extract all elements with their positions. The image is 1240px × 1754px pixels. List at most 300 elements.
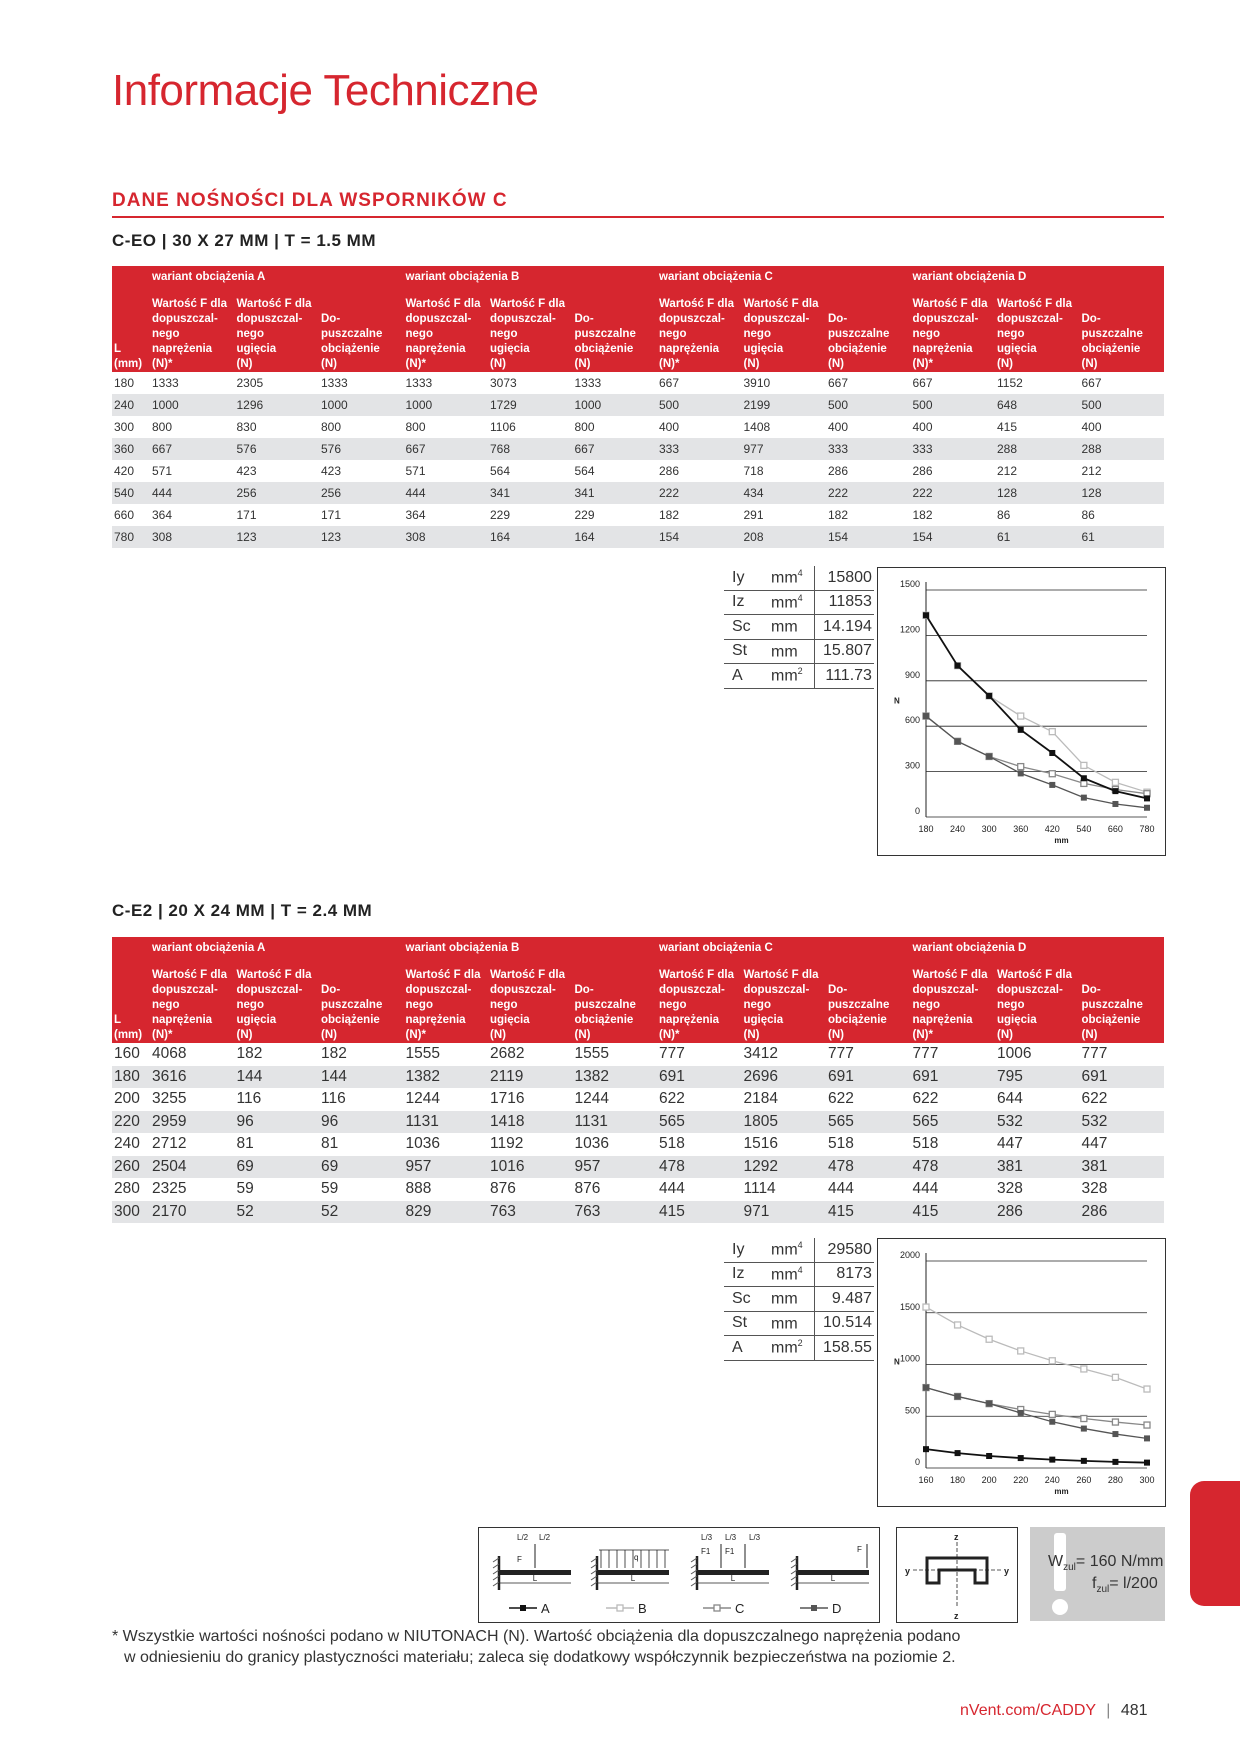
table-row xyxy=(112,526,1164,548)
page-footer xyxy=(960,1702,1148,1720)
section-divider xyxy=(112,216,1164,218)
z-label: z xyxy=(954,1611,959,1621)
variant-header: wariant obciążenia D xyxy=(911,266,1165,288)
table-cell: 81 xyxy=(235,1133,320,1156)
property-value: 111.73 xyxy=(815,664,874,689)
data-point xyxy=(955,738,961,744)
data-point xyxy=(1018,764,1024,770)
table-cell: 518 xyxy=(826,1133,911,1156)
data-point xyxy=(1144,1422,1150,1428)
table-cell: 200 xyxy=(112,1088,150,1111)
table-cell: 360 xyxy=(112,438,150,460)
property-unit: $mm^2$ xyxy=(763,664,815,689)
column-header: Wartość F dla dopuszczal- nego ugięcia (N) xyxy=(235,288,320,372)
table-cell: 447 xyxy=(995,1133,1080,1156)
column-header: Wartość F dla dopuszczal- nego naprężenia (N)* xyxy=(404,288,489,372)
table-cell: 1333 xyxy=(404,372,489,394)
table-cell: 328 xyxy=(1080,1178,1165,1201)
x-tick-label: 420 xyxy=(1044,824,1060,834)
table-cell: 888 xyxy=(404,1178,489,1201)
table-cell: 222 xyxy=(911,482,996,504)
y-tick-label: 600 xyxy=(904,715,920,726)
table-cell: 2184 xyxy=(742,1088,827,1111)
table-cell: 286 xyxy=(995,1201,1080,1224)
variant-header: wariant obciążenia B xyxy=(404,937,658,959)
table-cell: 286 xyxy=(1080,1201,1165,1224)
column-header: Wartość F dla dopuszczal- nego naprężenia (N)* xyxy=(657,959,742,1043)
table-row xyxy=(112,1043,1164,1066)
table-row xyxy=(112,1066,1164,1089)
column-header: Wartość F dla dopuszczal- nego naprężenia (N)* xyxy=(404,959,489,1043)
table-cell: 2119 xyxy=(488,1066,573,1089)
table-cell: 222 xyxy=(657,482,742,504)
data-point xyxy=(955,663,961,669)
f-value: = l/200 xyxy=(1109,1575,1158,1592)
table-cell: 415 xyxy=(911,1201,996,1224)
property-name: St xyxy=(724,639,763,664)
table-cell: 1131 xyxy=(404,1111,489,1134)
table-cell: 3910 xyxy=(742,372,827,394)
table-cell: 420 xyxy=(112,460,150,482)
table-cell: 415 xyxy=(995,416,1080,438)
property-row xyxy=(724,639,874,664)
table-cell: 1382 xyxy=(404,1066,489,1089)
table-row xyxy=(112,504,1164,526)
column-header: Wartość F dla dopuszczal- nego naprężenia (N)* xyxy=(150,959,235,1043)
y-tick-label: 2000 xyxy=(899,1250,920,1260)
data-point xyxy=(1081,1366,1087,1372)
table-cell: 144 xyxy=(319,1066,404,1089)
table-cell: 795 xyxy=(995,1066,1080,1089)
table-cell: 229 xyxy=(573,504,658,526)
property-value: 29580 xyxy=(815,1238,874,1262)
table-cell: 3255 xyxy=(150,1088,235,1111)
data-point xyxy=(1144,795,1150,801)
table-row xyxy=(112,1111,1164,1134)
column-header: Wartość F dla dopuszczal- nego naprężenia (N)* xyxy=(657,288,742,372)
w-symbol: W xyxy=(1048,1553,1064,1570)
table-cell: 182 xyxy=(235,1043,320,1066)
table-cell: 180 xyxy=(112,1066,150,1089)
table-cell: 1296 xyxy=(235,394,320,416)
table-cell: 400 xyxy=(826,416,911,438)
table-cell: 96 xyxy=(319,1111,404,1134)
table-cell: 222 xyxy=(826,482,911,504)
table-cell: 1729 xyxy=(488,394,573,416)
property-unit: $mm^4$ xyxy=(763,1262,815,1287)
table-row xyxy=(112,482,1164,504)
table-cell: 381 xyxy=(1080,1156,1165,1179)
column-header: Wartość F dla dopuszczal- nego ugięcia (N) xyxy=(742,288,827,372)
data-point xyxy=(1049,1419,1055,1425)
load-table-c-e2 xyxy=(112,937,1164,1223)
profile-axes-svg xyxy=(897,1528,1017,1622)
table-cell: 61 xyxy=(995,526,1080,548)
table-cell: 667 xyxy=(573,438,658,460)
table-cell: 286 xyxy=(657,460,742,482)
table-cell: 1244 xyxy=(573,1088,658,1111)
table-cell: 3073 xyxy=(488,372,573,394)
data-point xyxy=(986,693,992,699)
data-point xyxy=(1018,1348,1024,1354)
property-name: Sc xyxy=(724,1287,763,1312)
table-cell: 540 xyxy=(112,482,150,504)
table-cell: 1152 xyxy=(995,372,1080,394)
table-cell: 1382 xyxy=(573,1066,658,1089)
corner-cell xyxy=(112,937,150,959)
property-row xyxy=(724,1238,874,1262)
table-cell: 532 xyxy=(995,1111,1080,1134)
table-cell: 660 xyxy=(112,504,150,526)
table-cell: 478 xyxy=(911,1156,996,1179)
data-point xyxy=(986,753,992,759)
table-cell: 364 xyxy=(404,504,489,526)
property-name: Iy xyxy=(724,566,763,590)
table-cell: 260 xyxy=(112,1156,150,1179)
table-cell: 1016 xyxy=(488,1156,573,1179)
table-cell: 1006 xyxy=(995,1043,1080,1066)
data-point xyxy=(1018,727,1024,733)
x-tick-label: 200 xyxy=(981,1475,997,1485)
property-value: 158.55 xyxy=(815,1336,874,1361)
table-cell: 718 xyxy=(742,460,827,482)
w-subscript: zul xyxy=(1063,1562,1076,1574)
property-unit: mm xyxy=(763,615,815,640)
column-header: Do- puszczalne obciążenie (N) xyxy=(573,959,658,1043)
table-cell: 830 xyxy=(235,416,320,438)
table-cell: 171 xyxy=(319,504,404,526)
dim-label: L/2 xyxy=(539,1533,551,1542)
dim-label: L/2 xyxy=(517,1533,529,1542)
table-cell: 565 xyxy=(657,1111,742,1134)
table-cell: 1805 xyxy=(742,1111,827,1134)
data-point xyxy=(1144,1460,1150,1466)
variant-header: wariant obciążenia A xyxy=(150,266,404,288)
data-point xyxy=(1144,1386,1150,1392)
data-point xyxy=(1018,1410,1024,1416)
table-cell: 667 xyxy=(911,372,996,394)
table-cell: 667 xyxy=(1080,372,1165,394)
property-value: 15800 xyxy=(815,566,874,590)
table-cell: 400 xyxy=(657,416,742,438)
table-cell: 444 xyxy=(150,482,235,504)
table-cell: 400 xyxy=(911,416,996,438)
series-line-b xyxy=(926,615,1147,792)
series-line-a xyxy=(926,615,1147,798)
profile-axes-diagram xyxy=(896,1527,1018,1623)
table-cell: 444 xyxy=(826,1178,911,1201)
table-cell: 478 xyxy=(657,1156,742,1179)
data-point xyxy=(1112,1374,1118,1380)
span-label: L xyxy=(532,1574,538,1583)
table-cell: 518 xyxy=(657,1133,742,1156)
column-header: Do- puszczalne obciążenie (N) xyxy=(1080,959,1165,1043)
y-tick-label: 300 xyxy=(904,760,920,771)
data-point xyxy=(1049,771,1055,777)
table-cell: 229 xyxy=(488,504,573,526)
table-cell: 300 xyxy=(112,416,150,438)
table-cell: 648 xyxy=(995,394,1080,416)
table-cell: 2504 xyxy=(150,1156,235,1179)
x-axis-label: mm xyxy=(1054,836,1069,845)
table-cell: 1408 xyxy=(742,416,827,438)
column-header: Do- puszczalne obciążenie (N) xyxy=(319,959,404,1043)
table-cell: 768 xyxy=(488,438,573,460)
data-point xyxy=(1049,1411,1055,1417)
dim-label: L/3 xyxy=(749,1533,761,1542)
table-cell: 341 xyxy=(488,482,573,504)
property-unit: mm xyxy=(763,1287,815,1312)
table-row xyxy=(112,1156,1164,1179)
table-cell: 1555 xyxy=(573,1043,658,1066)
table-cell: 622 xyxy=(1080,1088,1165,1111)
table-cell: 333 xyxy=(657,438,742,460)
table-cell: 288 xyxy=(995,438,1080,460)
column-header: Wartość F dla dopuszczal- nego ugięcia (N) xyxy=(995,959,1080,1043)
span-label: L xyxy=(830,1574,836,1583)
property-row xyxy=(724,1262,874,1287)
table-cell: 444 xyxy=(657,1178,742,1201)
x-tick-label: 240 xyxy=(1044,1475,1060,1485)
property-value: 14.194 xyxy=(815,615,874,640)
table-cell: 400 xyxy=(1080,416,1165,438)
table-cell: 667 xyxy=(404,438,489,460)
table-cell: 86 xyxy=(1080,504,1165,526)
product-title-c-eo: C-EO | 30 X 27 MM | T = 1.5 MM xyxy=(112,231,376,250)
table-cell: 182 xyxy=(657,504,742,526)
table-cell: 800 xyxy=(319,416,404,438)
data-point xyxy=(1081,780,1087,786)
table-cell: 971 xyxy=(742,1201,827,1224)
dim-label: L/3 xyxy=(725,1533,737,1542)
data-point xyxy=(1081,1416,1087,1422)
property-value: 11853 xyxy=(815,590,874,615)
y-label: y xyxy=(1004,1566,1010,1576)
span-label: L xyxy=(630,1574,636,1583)
table-cell: 96 xyxy=(235,1111,320,1134)
f-subscript: zul xyxy=(1096,1584,1110,1596)
column-header: Wartość F dla dopuszczal- nego ugięcia (N) xyxy=(488,959,573,1043)
property-row xyxy=(724,1287,874,1312)
data-point xyxy=(811,1605,817,1611)
data-point xyxy=(1018,1455,1024,1461)
x-tick-label: 260 xyxy=(1076,1475,1092,1485)
chart-svg xyxy=(878,568,1165,855)
table-cell: 364 xyxy=(150,504,235,526)
data-point xyxy=(1112,1431,1118,1437)
table-cell: 667 xyxy=(657,372,742,394)
table-cell: 691 xyxy=(826,1066,911,1089)
table-cell: 69 xyxy=(235,1156,320,1179)
table-row xyxy=(112,438,1164,460)
page-title: Informacje Techniczne xyxy=(112,66,539,115)
table-cell: 1036 xyxy=(404,1133,489,1156)
x-tick-label: 660 xyxy=(1107,824,1123,834)
table-cell: 1131 xyxy=(573,1111,658,1134)
table-cell: 328 xyxy=(995,1178,1080,1201)
table-cell: 180 xyxy=(112,372,150,394)
table-cell: 1516 xyxy=(742,1133,827,1156)
table-cell: 280 xyxy=(112,1178,150,1201)
table-cell: 61 xyxy=(1080,526,1165,548)
footnote xyxy=(112,1626,1112,1668)
table-cell: 300 xyxy=(112,1201,150,1224)
table-cell: 800 xyxy=(573,416,658,438)
variant-header: wariant obciążenia D xyxy=(911,937,1165,959)
data-point xyxy=(1081,795,1087,801)
property-name: Iz xyxy=(724,1262,763,1287)
data-point xyxy=(1049,1457,1055,1463)
table-cell: 622 xyxy=(826,1088,911,1111)
table-cell: 208 xyxy=(742,526,827,548)
column-header: Do- puszczalne obciążenie (N) xyxy=(826,959,911,1043)
y-tick-label: 900 xyxy=(904,669,920,680)
f-symbol: f xyxy=(1092,1575,1097,1592)
table-cell: 164 xyxy=(573,526,658,548)
length-header: L (mm) xyxy=(112,288,150,372)
table-cell: 576 xyxy=(319,438,404,460)
table-cell: 829 xyxy=(404,1201,489,1224)
table-cell: 576 xyxy=(235,438,320,460)
table-cell: 622 xyxy=(657,1088,742,1111)
data-point xyxy=(1049,729,1055,735)
table-cell: 565 xyxy=(826,1111,911,1134)
table-cell: 288 xyxy=(1080,438,1165,460)
column-header: Wartość F dla dopuszczal- nego ugięcia (N) xyxy=(742,959,827,1043)
table-cell: 123 xyxy=(235,526,320,548)
column-header: Wartość F dla dopuszczal- nego naprężenia (N)* xyxy=(911,959,996,1043)
table-cell: 800 xyxy=(150,416,235,438)
table-cell: 1333 xyxy=(573,372,658,394)
w-value: = 160 N/mm xyxy=(1075,1553,1164,1570)
y-tick-label: 0 xyxy=(914,1457,920,1467)
table-cell: 2959 xyxy=(150,1111,235,1134)
column-header: Wartość F dla dopuszczal- nego ugięcia (N) xyxy=(488,288,573,372)
data-point xyxy=(1081,762,1087,768)
table-cell: 415 xyxy=(826,1201,911,1224)
data-point xyxy=(955,1450,961,1456)
table-cell: 777 xyxy=(657,1043,742,1066)
table-cell: 160 xyxy=(112,1043,150,1066)
data-point xyxy=(617,1605,623,1611)
table-cell: 286 xyxy=(826,460,911,482)
table-cell: 220 xyxy=(112,1111,150,1134)
table-cell: 86 xyxy=(995,504,1080,526)
table-cell: 128 xyxy=(1080,482,1165,504)
table-cell: 182 xyxy=(826,504,911,526)
table-cell: 444 xyxy=(404,482,489,504)
table-cell: 780 xyxy=(112,526,150,548)
property-row xyxy=(724,1311,874,1336)
legend-label: B xyxy=(638,1601,647,1616)
table-cell: 571 xyxy=(150,460,235,482)
table-cell: 1292 xyxy=(742,1156,827,1179)
table-cell: 154 xyxy=(911,526,996,548)
data-point xyxy=(1081,775,1087,781)
footer-link[interactable]: nVent.com/CADDY xyxy=(960,1702,1096,1719)
table-cell: 171 xyxy=(235,504,320,526)
force-label: F1 xyxy=(725,1547,735,1556)
table-row xyxy=(112,372,1164,394)
variant-header: wariant obciążenia A xyxy=(150,937,404,959)
table-row xyxy=(112,416,1164,438)
table-cell: 1192 xyxy=(488,1133,573,1156)
table-cell: 154 xyxy=(826,526,911,548)
allowable-values-box xyxy=(1030,1527,1165,1621)
column-header: Do- puszczalne obciążenie (N) xyxy=(573,288,658,372)
property-value: 8173 xyxy=(815,1262,874,1287)
property-name: St xyxy=(724,1311,763,1336)
exclamation-icon xyxy=(1030,1527,1165,1621)
table-cell: 478 xyxy=(826,1156,911,1179)
table-cell: 564 xyxy=(573,460,658,482)
table-cell: 691 xyxy=(911,1066,996,1089)
property-name: Sc xyxy=(724,615,763,640)
table-cell: 1106 xyxy=(488,416,573,438)
table-cell: 957 xyxy=(404,1156,489,1179)
load-chart-c-eo xyxy=(877,567,1166,856)
table-cell: 164 xyxy=(488,526,573,548)
data-point xyxy=(986,1401,992,1407)
y-axis-label: N xyxy=(894,696,900,706)
table-cell: 1244 xyxy=(404,1088,489,1111)
data-point xyxy=(1112,788,1118,794)
y-tick-label: 1500 xyxy=(899,579,920,589)
data-point xyxy=(955,1322,961,1328)
page-number: 481 xyxy=(1120,1702,1148,1719)
table-cell: 2696 xyxy=(742,1066,827,1089)
load-table-c-eo xyxy=(112,266,1164,548)
legend-label: A xyxy=(541,1601,550,1616)
table-cell: 154 xyxy=(657,526,742,548)
property-row xyxy=(724,590,874,615)
table-cell: 240 xyxy=(112,394,150,416)
table-cell: 957 xyxy=(573,1156,658,1179)
property-value: 9.487 xyxy=(815,1287,874,1312)
table-row xyxy=(112,1178,1164,1201)
table-row xyxy=(112,460,1164,482)
table-cell: 2305 xyxy=(235,372,320,394)
data-point xyxy=(923,1446,929,1452)
property-row xyxy=(724,566,874,590)
table-cell: 2325 xyxy=(150,1178,235,1201)
property-unit: mm xyxy=(763,639,815,664)
table-cell: 691 xyxy=(1080,1066,1165,1089)
table-cell: 116 xyxy=(235,1088,320,1111)
table-cell: 500 xyxy=(911,394,996,416)
column-header: Wartość F dla dopuszczal- nego ugięcia (N) xyxy=(995,288,1080,372)
legend-label: D xyxy=(832,1601,842,1616)
x-tick-label: 540 xyxy=(1076,824,1092,834)
column-header: Do- puszczalne obciążenie (N) xyxy=(826,288,911,372)
table-cell: 128 xyxy=(995,482,1080,504)
x-tick-label: 780 xyxy=(1139,824,1155,834)
table-cell: 1000 xyxy=(404,394,489,416)
column-header: Wartość F dla dopuszczal- nego ugięcia (N) xyxy=(235,959,320,1043)
table-cell: 565 xyxy=(911,1111,996,1134)
table-cell: 1716 xyxy=(488,1088,573,1111)
table-cell: 2170 xyxy=(150,1201,235,1224)
footer-separator: | xyxy=(1106,1702,1111,1719)
corner-cell xyxy=(112,266,150,288)
data-point xyxy=(955,1393,961,1399)
table-cell: 667 xyxy=(826,372,911,394)
table-cell: 3412 xyxy=(742,1043,827,1066)
y-tick-label: 1500 xyxy=(899,1301,920,1312)
data-point xyxy=(1112,1419,1118,1425)
load-cases-svg xyxy=(479,1528,879,1622)
load-q-label: q xyxy=(634,1553,639,1562)
